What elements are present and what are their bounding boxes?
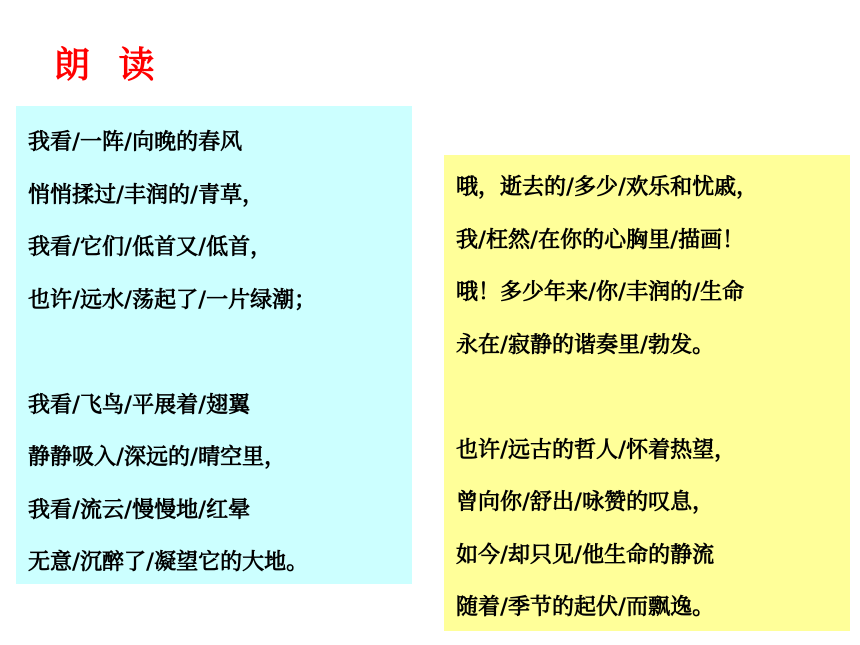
poem-line: 悄悄揉过/丰润的/青草， bbox=[28, 182, 265, 208]
poem-line: 哦！多少年来/你/丰润的/生命 bbox=[456, 280, 745, 305]
page-title: 朗 读 bbox=[54, 45, 163, 86]
poem-line: 曾向你/舒出/咏赞的叹息， bbox=[456, 490, 715, 515]
poem-line: 也许/远水/荡起了/一片绿潮； bbox=[28, 287, 317, 313]
right-poem-box bbox=[444, 155, 850, 631]
poem-line: 我看/飞鸟/平展着/翅翼 bbox=[28, 392, 251, 418]
poem-line: 我看/流云/慢慢地/红晕 bbox=[28, 497, 251, 523]
poem-line: 哦，逝去的/多少/欢乐和忧戚， bbox=[456, 175, 759, 200]
stanza-break bbox=[456, 381, 850, 434]
poem-line: 如今/却只见/他生命的静流 bbox=[456, 542, 715, 568]
left-poem-box bbox=[16, 106, 412, 584]
poem-line: 静静吸入/深远的/晴空里， bbox=[28, 445, 287, 470]
poem-line: 也许/远古的哲人/怀着热望， bbox=[456, 437, 737, 463]
poem-line: 无意/沉醉了/凝望它的大地。 bbox=[28, 550, 309, 575]
poem-line: 永在/寂静的谐奏里/勃发。 bbox=[456, 332, 715, 358]
poem-line: 我/枉然/在你的心胸里/描画！ bbox=[456, 227, 745, 253]
poem-line: 我看/它们/低首又/低首， bbox=[28, 235, 273, 260]
poem-line: 我看/一阵/向晚的春风 bbox=[28, 130, 243, 155]
stanza-break bbox=[28, 336, 412, 389]
poem-line: 随着/季节的起伏/而飘逸。 bbox=[456, 595, 715, 620]
